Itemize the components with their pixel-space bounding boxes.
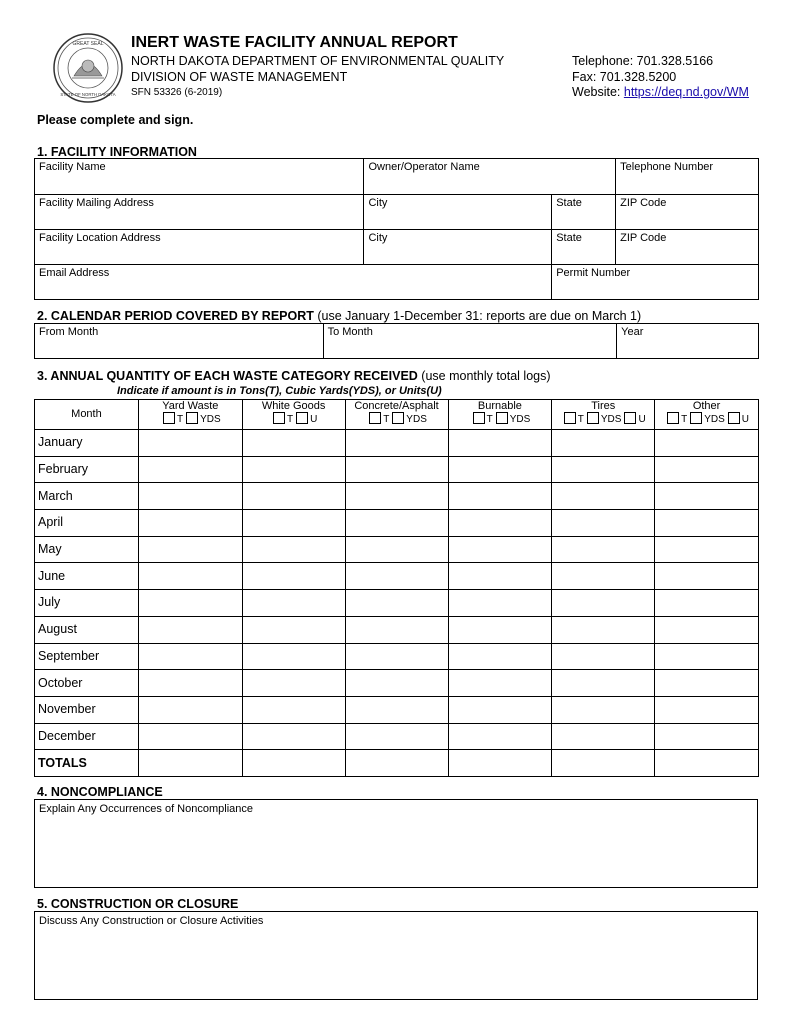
quantity-input-cell[interactable] (345, 456, 448, 483)
section3-heading: 3. ANNUAL QUANTITY OF EACH WASTE CATEGORY RECEIVED (use monthly total logs) (37, 369, 551, 383)
permit-number-field[interactable]: Permit Number (552, 265, 759, 300)
quantity-input-cell[interactable] (552, 510, 655, 537)
quantity-input-cell[interactable] (138, 590, 242, 617)
quantity-input-cell[interactable] (655, 536, 759, 563)
facility-info-table (34, 158, 759, 300)
unit-checkbox[interactable] (496, 412, 508, 424)
quantity-input-cell[interactable] (345, 643, 448, 670)
quantity-input-cell[interactable] (345, 750, 448, 777)
month-label: May (35, 536, 139, 563)
unit-label: YDS (406, 414, 427, 425)
to-month-field[interactable]: To Month (323, 324, 617, 359)
quantity-input-cell[interactable] (552, 563, 655, 590)
section3-note: (use monthly total logs) (417, 369, 551, 383)
quantity-input-cell[interactable] (138, 723, 242, 750)
category-name: Tires (591, 400, 616, 412)
quantity-input-cell[interactable] (552, 430, 655, 457)
section2-note: (use January 1-December 31: reports are due on March 1) (313, 309, 642, 323)
category-header-5 (655, 400, 759, 430)
month-label: April (35, 510, 139, 537)
quantity-input-cell[interactable] (552, 616, 655, 643)
year-field[interactable]: Year (617, 324, 759, 359)
quantity-input-cell[interactable] (448, 643, 552, 670)
fax-text: Fax: 701.328.5200 (572, 70, 677, 84)
month-label: August (35, 616, 139, 643)
month-label: June (35, 563, 139, 590)
unit-checkbox[interactable] (473, 412, 485, 424)
unit-checkbox[interactable] (392, 412, 404, 424)
totals-label: TOTALS (35, 750, 139, 777)
quantity-input-cell[interactable] (552, 483, 655, 510)
quantity-input-cell[interactable] (242, 616, 345, 643)
quantity-input-cell[interactable] (448, 670, 552, 697)
quantity-input-cell[interactable] (345, 723, 448, 750)
quantity-input-cell[interactable] (242, 590, 345, 617)
quantity-input-cell[interactable] (345, 510, 448, 537)
quantity-input-cell[interactable] (242, 750, 345, 777)
unit-label: YDS (600, 414, 622, 425)
unit-checkbox[interactable] (163, 412, 175, 424)
unit-options (244, 412, 344, 426)
month-row (35, 456, 759, 483)
mailing-zip-field[interactable]: ZIP Code (616, 195, 759, 230)
month-row (35, 590, 759, 617)
quantity-input-cell[interactable] (345, 616, 448, 643)
unit-label: T (176, 414, 184, 425)
quantity-input-cell[interactable] (448, 563, 552, 590)
unit-checkbox[interactable] (296, 412, 308, 424)
quantity-input-cell[interactable] (655, 616, 759, 643)
quantity-input-cell[interactable] (242, 510, 345, 537)
quantity-input-cell[interactable] (345, 696, 448, 723)
unit-label: T (486, 414, 493, 425)
unit-checkbox[interactable] (587, 412, 599, 424)
quantity-input-cell[interactable] (655, 750, 759, 777)
quantity-input-cell[interactable] (138, 483, 242, 510)
unit-label: U (310, 414, 318, 425)
unit-label: U (638, 414, 646, 425)
construction-closure-textarea[interactable] (34, 911, 758, 1000)
quantity-input-cell[interactable] (138, 670, 242, 697)
quantity-input-cell[interactable] (345, 430, 448, 457)
category-header-3 (448, 400, 552, 430)
from-month-field[interactable]: From Month (35, 324, 324, 359)
quantity-input-cell[interactable] (138, 430, 242, 457)
quantity-input-cell[interactable] (242, 456, 345, 483)
owner-operator-field[interactable]: Owner/Operator Name (364, 159, 616, 195)
unit-label: YDS (509, 414, 531, 425)
mailing-state-field[interactable]: State (552, 195, 616, 230)
quantity-input-cell[interactable] (448, 510, 552, 537)
month-row (35, 670, 759, 697)
quantity-input-cell[interactable] (138, 696, 242, 723)
quantity-input-cell[interactable] (242, 430, 345, 457)
month-row (35, 483, 759, 510)
location-city-field[interactable]: City (364, 230, 552, 265)
category-name: Other (692, 400, 721, 412)
unit-options (140, 412, 241, 426)
totals-row (35, 750, 759, 777)
location-state-field[interactable]: State (552, 230, 616, 265)
calendar-period-table (34, 323, 759, 359)
quantity-input-cell[interactable] (242, 696, 345, 723)
section2-heading: 2. CALENDAR PERIOD COVERED BY REPORT (use January 1-December 31: reports are due on March 1) (37, 309, 642, 323)
month-row (35, 430, 759, 457)
quantity-input-cell[interactable] (138, 536, 242, 563)
unit-options (553, 412, 653, 426)
category-header-4 (552, 400, 655, 430)
quantity-input-cell[interactable] (138, 510, 242, 537)
website-line (572, 85, 749, 99)
unit-checkbox[interactable] (186, 412, 198, 424)
quantity-input-cell[interactable] (138, 563, 242, 590)
month-label: January (35, 430, 139, 457)
quantity-input-cell[interactable] (655, 456, 759, 483)
quantity-input-cell[interactable] (345, 563, 448, 590)
quantity-input-cell[interactable] (655, 643, 759, 670)
month-label: July (35, 590, 139, 617)
quantity-input-cell[interactable] (448, 536, 552, 563)
location-address-field[interactable]: Facility Location Address (35, 230, 364, 265)
construction-closure-label: Discuss Any Construction or Closure Activities (39, 915, 264, 927)
location-zip-field[interactable]: ZIP Code (616, 230, 759, 265)
quantity-input-cell[interactable] (448, 723, 552, 750)
month-label: February (35, 456, 139, 483)
quantity-input-cell[interactable] (242, 483, 345, 510)
quantity-input-cell[interactable] (552, 696, 655, 723)
unit-checkbox[interactable] (667, 412, 679, 424)
form-title: INERT WASTE FACILITY ANNUAL REPORT (131, 34, 458, 51)
month-row (35, 616, 759, 643)
instruction-text: Please complete and sign. (37, 113, 194, 127)
unit-checkbox[interactable] (624, 412, 636, 424)
month-label: December (35, 723, 139, 750)
website-label: Website: (572, 85, 624, 99)
unit-checkbox[interactable] (273, 412, 285, 424)
unit-label: T (577, 414, 584, 425)
quantity-input-cell[interactable] (242, 536, 345, 563)
quantity-input-cell[interactable] (655, 670, 759, 697)
category-header-0 (138, 400, 242, 430)
category-name: Burnable (477, 400, 522, 412)
unit-checkbox[interactable] (564, 412, 576, 424)
unit-checkbox[interactable] (369, 412, 381, 424)
quantity-input-cell[interactable] (345, 483, 448, 510)
quantity-input-cell[interactable] (655, 590, 759, 617)
category-header-2 (345, 400, 448, 430)
telephone-text: Telephone: 701.328.5166 (572, 54, 714, 68)
quantity-input-cell[interactable] (448, 590, 552, 617)
section4-heading: 4. NONCOMPLIANCE (37, 785, 163, 799)
quantity-input-cell[interactable] (448, 483, 552, 510)
quantity-input-cell[interactable] (552, 456, 655, 483)
quantity-input-cell[interactable] (448, 696, 552, 723)
quantity-input-cell[interactable] (242, 723, 345, 750)
noncompliance-label: Explain Any Occurrences of Noncompliance (39, 803, 253, 815)
department-name: NORTH DAKOTA DEPARTMENT OF ENVIRONMENTAL QUALITY (131, 54, 505, 68)
quantity-input-cell[interactable] (242, 670, 345, 697)
quantity-input-cell[interactable] (552, 643, 655, 670)
unit-options (450, 412, 551, 426)
quantity-input-cell[interactable] (138, 750, 242, 777)
month-row (35, 563, 759, 590)
noncompliance-textarea[interactable] (34, 799, 758, 888)
quantity-input-cell[interactable] (552, 750, 655, 777)
quantity-input-cell[interactable] (345, 670, 448, 697)
month-column-header: Month (35, 400, 139, 430)
unit-label: YDS (200, 414, 221, 425)
quantity-input-cell[interactable] (242, 643, 345, 670)
unit-checkbox[interactable] (690, 412, 702, 424)
quantity-input-cell[interactable] (448, 616, 552, 643)
unit-label: YDS (704, 414, 725, 425)
month-row (35, 723, 759, 750)
month-label: September (35, 643, 139, 670)
quantity-input-cell[interactable] (448, 430, 552, 457)
facility-name-field[interactable]: Facility Name (35, 159, 364, 195)
email-field[interactable]: Email Address (35, 265, 552, 300)
month-label: March (35, 483, 139, 510)
quantity-input-cell[interactable] (138, 616, 242, 643)
month-row (35, 510, 759, 537)
section5-heading: 5. CONSTRUCTION OR CLOSURE (37, 897, 239, 911)
quantity-input-cell[interactable] (448, 750, 552, 777)
units-instruction: Indicate if amount is in Tons(T), Cubic Yards(YDS), or Units(U) (117, 385, 442, 397)
telephone-number-field[interactable]: Telephone Number (616, 159, 759, 195)
svg-text:STATE OF NORTH DAKOTA: STATE OF NORTH DAKOTA (60, 92, 116, 97)
quantity-input-cell[interactable] (345, 590, 448, 617)
website-link[interactable]: https://deq.nd.gov/WM (623, 85, 749, 99)
quantity-input-cell[interactable] (655, 483, 759, 510)
unit-options (656, 412, 757, 426)
quantity-input-cell[interactable] (242, 563, 345, 590)
unit-label: T (681, 414, 688, 425)
quantity-input-cell[interactable] (655, 723, 759, 750)
month-label: November (35, 696, 139, 723)
unit-label: T (286, 414, 294, 425)
quantity-input-cell[interactable] (345, 536, 448, 563)
category-header-1 (242, 400, 345, 430)
quantity-input-cell[interactable] (552, 723, 655, 750)
quantity-input-cell[interactable] (552, 590, 655, 617)
category-name: White Goods (261, 400, 326, 412)
division-name: DIVISION OF WASTE MANAGEMENT (131, 70, 348, 84)
quantity-input-cell[interactable] (655, 430, 759, 457)
category-name: Concrete/Asphalt (354, 400, 439, 412)
month-row (35, 536, 759, 563)
unit-checkbox[interactable] (728, 412, 740, 424)
month-row (35, 696, 759, 723)
unit-label: T (383, 414, 390, 425)
mailing-city-field[interactable]: City (364, 195, 552, 230)
quantity-input-cell[interactable] (655, 563, 759, 590)
mailing-address-field[interactable]: Facility Mailing Address (35, 195, 364, 230)
quantity-input-cell[interactable] (655, 696, 759, 723)
quantity-input-cell[interactable] (552, 670, 655, 697)
unit-options (347, 412, 447, 426)
month-row (35, 643, 759, 670)
month-label: October (35, 670, 139, 697)
quantity-input-cell[interactable] (655, 510, 759, 537)
svg-text:GREAT SEAL: GREAT SEAL (72, 41, 104, 47)
section1-heading: 1. FACILITY INFORMATION (37, 145, 197, 159)
waste-quantity-table (34, 399, 759, 777)
quantity-input-cell[interactable] (138, 456, 242, 483)
category-name: Yard Waste (162, 400, 219, 412)
quantity-input-cell[interactable] (448, 456, 552, 483)
unit-label: U (741, 414, 750, 425)
state-seal-logo (52, 32, 124, 104)
quantity-input-cell[interactable] (138, 643, 242, 670)
quantity-input-cell[interactable] (552, 536, 655, 563)
form-number: SFN 53326 (6-2019) (131, 87, 223, 98)
